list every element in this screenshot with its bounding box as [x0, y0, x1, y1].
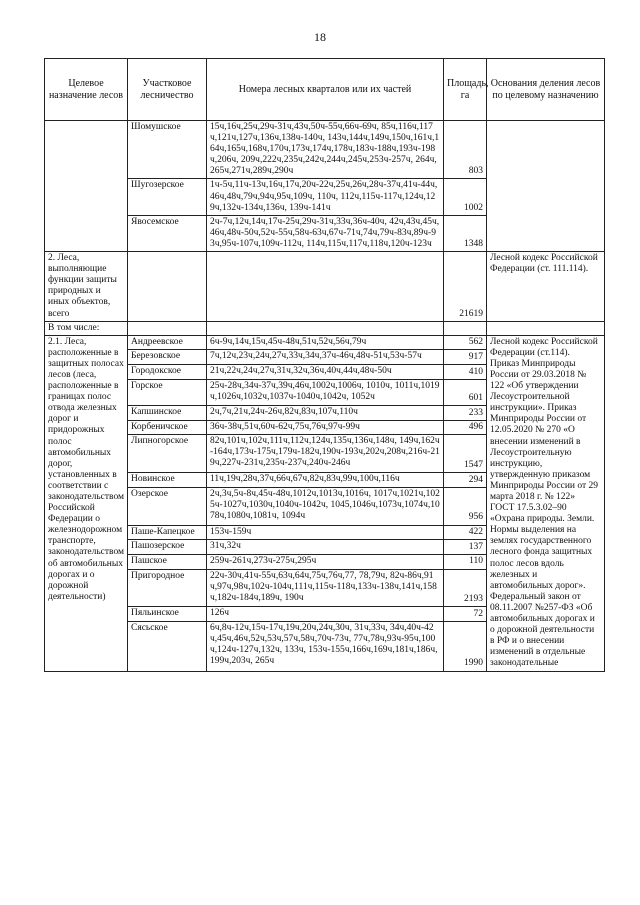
area-cell: 294 — [444, 473, 487, 488]
quarters-cell: 7ч,12ч,23ч,24ч,27ч,33ч,34ч,37ч-46ч,48ч-51ч,53ч-57ч — [207, 350, 444, 365]
forestry-cell: Пригородное — [128, 569, 207, 607]
quarters-cell: 25ч-28ч,34ч-37ч,39ч,46ч,1002ч,1006ч, 1010ч, 1011ч,1019ч,1026ч,1032ч,1037ч-1040ч,1042ч, 1052ч — [207, 379, 444, 405]
quarters-cell: 6ч,8ч-12ч,15ч-17ч,19ч,20ч,24ч,30ч, 31ч,33ч, 34ч,40ч-42ч,45ч,46ч,52ч,53ч,57ч,58ч,70ч-73ч, 77ч,78ч,93ч-95ч,100ч,124ч-127ч,132ч, 133ч, 153ч-155ч,166ч,169ч,181ч,186ч,199ч,203ч, 265ч — [207, 622, 444, 671]
forestry-cell: Липногорское — [128, 435, 207, 473]
quarters-cell: 22ч-30ч,41ч-55ч,63ч,64ч,75ч,76ч,77, 78,79ч, 82ч-86ч,91ч,97ч,98ч,102ч-104ч,111ч,115ч-118ч,133ч-138ч,141ч,158ч,182ч-184ч,189ч, 190ч — [207, 569, 444, 607]
quarters-cell: 126ч — [207, 607, 444, 622]
forestry-cell: Явосемское — [128, 215, 207, 251]
forestry-cell: Пяльинское — [128, 607, 207, 622]
page-number: 18 — [314, 30, 326, 44]
section-basis-cell: Лесной кодекс Российской Федерации (ст. 111.114). — [487, 252, 605, 322]
quarters-cell: 36ч-38ч,51ч,60ч-62ч,75ч,76ч,97ч-99ч — [207, 420, 444, 435]
forestry-cell: Пашское — [128, 554, 207, 569]
table-row-section-total — [45, 252, 605, 322]
empty-cell — [444, 321, 487, 335]
header-purpose: Целевое назначение лесов — [45, 59, 128, 121]
forestry-cell: Пашозерское — [128, 540, 207, 555]
area-cell: 917 — [444, 350, 487, 365]
table-header-row — [45, 59, 605, 121]
area-cell: 1002 — [444, 179, 487, 215]
quarters-cell: 2ч,7ч,21ч,24ч-26ч,82ч,83ч,107ч,110ч — [207, 405, 444, 420]
area-cell: 233 — [444, 405, 487, 420]
quarters-cell: 6ч-9ч,14ч,15ч,45ч-48ч,51ч,52ч,56ч,79ч — [207, 335, 444, 350]
quarters-cell: 153ч-159ч — [207, 525, 444, 540]
forestry-cell: Паше-Капецкое — [128, 525, 207, 540]
forestry-cell: Березовское — [128, 350, 207, 365]
area-cell: 72 — [444, 607, 487, 622]
forestry-cell: Капшинское — [128, 405, 207, 420]
in-that-number-label: В том числе: — [45, 321, 128, 335]
area-cell: 1990 — [444, 622, 487, 671]
forestry-cell: Городокское — [128, 365, 207, 380]
basis-cell-empty — [487, 121, 605, 252]
forestry-cell-empty — [128, 252, 207, 322]
area-cell: 110 — [444, 554, 487, 569]
area-cell: 1547 — [444, 435, 487, 473]
quarters-cell: 15ч,16ч,25ч,29ч-31ч,43ч,50ч-55ч,66ч-69ч, 85ч,116ч,117ч,121ч,127ч,136ч,138ч-140ч, 143ч,144ч,149ч,150ч,161ч,164ч,165ч,168ч,170ч,173ч,174ч,178ч,183ч-188ч,193ч-198ч,206ч, 209ч,222ч,235ч,242ч,244ч,245ч,253ч-257ч, 264ч,265ч,271ч,289ч,290ч — [207, 121, 444, 179]
forestry-cell: Сясьское — [128, 622, 207, 671]
quarters-cell: 1ч-5ч,11ч-13ч,16ч,17ч,20ч-22ч,25ч,26ч,28ч-37ч,41ч-44ч,46ч,48ч,79ч,94ч,95ч,109ч, 110ч, 112ч,115ч-117ч,124ч,129ч,132ч-134ч,136ч, 139ч-141ч — [207, 179, 444, 215]
forestry-cell: Шомушское — [128, 121, 207, 179]
quarters-cell: 2ч,3ч,5ч-8ч,45ч-48ч,1012ч,1013ч,1016ч, 1017ч,1021ч,1025ч-1027ч,1030ч,1040ч-1042ч, 1045,1046ч,1073ч,1074ч,1078ч,1080ч,1081ч, 1094ч — [207, 487, 444, 525]
subsection-purpose-cell: 2.1. Леса, расположенные в защитных полосах лесов (леса, расположенные в границах полос отвода железных дорог и придорожных полос автомобильных дорог, установленных в соответствии с законодательством Российской Федерации о железнодорожном транспорте, законодательством об автомобильных дорогах и о дорожной деятельности) — [45, 335, 128, 671]
table-row — [45, 335, 605, 350]
empty-cell — [207, 321, 444, 335]
quarters-cell: 82ч,101ч,102ч,111ч,112ч,124ч,135ч,136ч,148ч, 149ч,162ч-164ч,173ч-175ч,179ч-182ч,190ч-193ч,202ч,208ч,216ч-219ч,227ч-231ч,235ч-237ч,240ч-246ч — [207, 435, 444, 473]
quarters-cell: 11ч,19ч,28ч,37ч,66ч,67ч,82ч,83ч,99ч,100ч,116ч — [207, 473, 444, 488]
empty-cell — [128, 321, 207, 335]
table-row — [45, 121, 605, 179]
area-cell: 496 — [444, 420, 487, 435]
header-forestry: Участковое лесничество — [128, 59, 207, 121]
quarters-cell: 31ч,32ч — [207, 540, 444, 555]
header-basis: Основания деления лесов по целевому назначению — [487, 59, 605, 121]
area-cell: 137 — [444, 540, 487, 555]
area-cell: 410 — [444, 365, 487, 380]
forest-purpose-table — [44, 58, 605, 672]
table-row-in-that-number — [45, 321, 605, 335]
empty-cell — [487, 321, 605, 335]
forestry-cell: Озерское — [128, 487, 207, 525]
area-cell: 803 — [444, 121, 487, 179]
area-cell: 422 — [444, 525, 487, 540]
area-cell: 1348 — [444, 215, 487, 251]
forestry-cell: Новинское — [128, 473, 207, 488]
section-area-cell: 21619 — [444, 252, 487, 322]
forestry-cell: Корбеничское — [128, 420, 207, 435]
quarters-cell: 259ч-261ч,273ч-275ч,295ч — [207, 554, 444, 569]
area-cell: 956 — [444, 487, 487, 525]
header-quarters: Номера лесных кварталов или их частей — [207, 59, 444, 121]
section-purpose-cell: 2. Леса, выполняющие функции защиты природных и иных объектов, всего — [45, 252, 128, 322]
area-cell: 2193 — [444, 569, 487, 607]
quarters-cell-empty — [207, 252, 444, 322]
area-cell: 562 — [444, 335, 487, 350]
subsection-basis-cell: Лесной кодекс Российской Федерации (ст.114). Приказ Минприроды России от 29.03.2018 № 122 «Об утверждении Лесоустроительной инструкции». Приказ Минприроды России от 12.05.2020 № 270 «О внесении изменений в Лесоустроительную инструкцию, утвержденную приказом Минприроды России от 29 марта 2018 г. № 122» ГОСТ 17.5.3.02–90 «Охрана природы. Земли. Нормы выделения на землях государственного лесного фонда защитных полос лесов вдоль железных и автомобильных дорог». Федеральный закон от 08.11.2007 №257-ФЗ «Об автомобильных дорогах и о дорожной деятельности в РФ и о внесении изменений в отдельные законодательные — [487, 335, 605, 671]
forestry-cell: Горское — [128, 379, 207, 405]
quarters-cell: 21ч,22ч,24ч,27ч,31ч,32ч,36ч,40ч,44ч,48ч-50ч — [207, 365, 444, 380]
area-cell: 601 — [444, 379, 487, 405]
purpose-cell-empty — [45, 121, 128, 252]
header-area: Площадь, га — [444, 59, 487, 121]
quarters-cell: 2ч-7ч,12ч,14ч,17ч-25ч,29ч-31ч,33ч,36ч-40ч, 42ч,43ч,45ч,46ч,48ч-50ч,52ч-55ч,58ч-63ч,67ч-71ч,74ч,79ч-83ч,89ч-93ч,95ч-107ч,109ч-112ч, 114ч,115ч,117ч,118ч,120ч-123ч — [207, 215, 444, 251]
forestry-cell: Шугозерское — [128, 179, 207, 215]
forestry-cell: Андреевское — [128, 335, 207, 350]
